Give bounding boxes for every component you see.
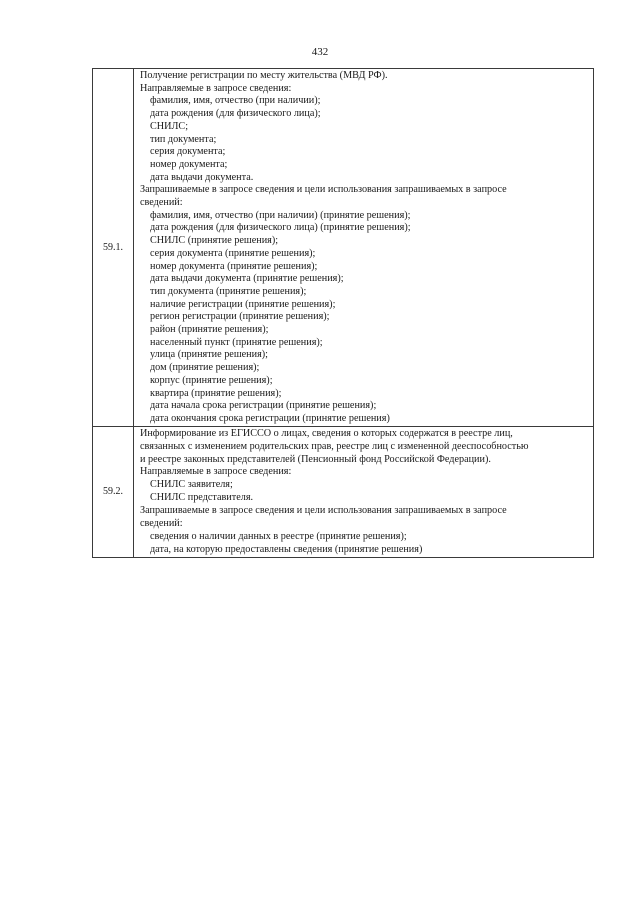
text-line: квартира (принятие решения); [150,387,282,399]
text-line: Направляемые в запросе сведения: [140,82,292,94]
text-line: корпус (принятие решения); [150,374,273,386]
row-content [134,426,594,557]
row-number: 59.2. [93,426,134,557]
text-line: улица (принятие решения); [150,349,268,361]
text-line: сведений: [140,197,183,209]
text-line: дата рождения (для физического лица) (принятие решения); [150,222,411,234]
text-line: дата выдачи документа (принятие решения); [150,273,344,285]
text-line: район (принятие решения); [150,324,269,336]
text-line: номер документа (принятие решения); [150,260,318,272]
text-line: Направляемые в запросе сведения: [140,466,292,478]
text-line: тип документа (принятие решения); [150,285,307,297]
text-line: СНИЛС представителя. [150,492,254,504]
text-line: сведений: [140,518,183,530]
text-line: СНИЛС (принятие решения); [150,235,279,247]
text-line: Запрашиваемые в запросе сведения и цели использования запрашиваемых в запросе [140,505,507,517]
text-line: Получение регистрации по месту жительства (МВД РФ). [140,70,388,81]
text-line: дата выдачи документа. [150,171,254,183]
table-row-59-1 [93,69,594,427]
table-row-59-2 [93,426,594,557]
text-line: тип документа; [150,133,217,145]
text-line: и реестре законных представителей (Пенсионный фонд Российской Федерации). [140,453,491,465]
text-line: СНИЛС; [150,120,189,132]
page-number: 432 [311,46,329,58]
text-line: связанных с изменением родительских прав, реестре лиц с измененной дееспособностью [140,440,529,452]
text-line: номер документа; [150,158,228,170]
text-line: серия документа; [150,146,226,158]
text-line: населенный пункт (принятие решения); [150,336,323,348]
row-content [134,69,594,427]
text-line: СНИЛС заявителя; [150,479,233,491]
text-line: серия документа (принятие решения); [150,247,316,259]
text-line: наличие регистрации (принятие решения); [150,298,336,310]
text-line: дата рождения (для физического лица); [150,108,321,120]
text-line: дата начала срока регистрации (принятие решения); [150,400,377,412]
text-line: фамилия, имя, отчество (при наличии) (принятие решения); [150,209,411,221]
text-line: регион регистрации (принятие решения); [150,311,330,323]
services-table [92,68,594,558]
text-line: дата окончания срока регистрации (принятие решения) [150,412,390,424]
text-line: фамилия, имя, отчество (при наличии); [150,95,321,107]
table-body [93,69,594,558]
text-line: дом (принятие решения); [150,362,260,374]
text-line: сведения о наличии данных в реестре (принятие решения); [150,530,407,542]
row-number: 59.1. [93,69,134,427]
text-line: Информирование из ЕГИССО о лицах, сведения о которых содержатся в реестре лиц, [140,427,513,439]
text-line: дата, на которую предоставлены сведения (принятие решения) [150,543,423,555]
text-line: Запрашиваемые в запросе сведения и цели использования запрашиваемых в запросе [140,184,507,196]
